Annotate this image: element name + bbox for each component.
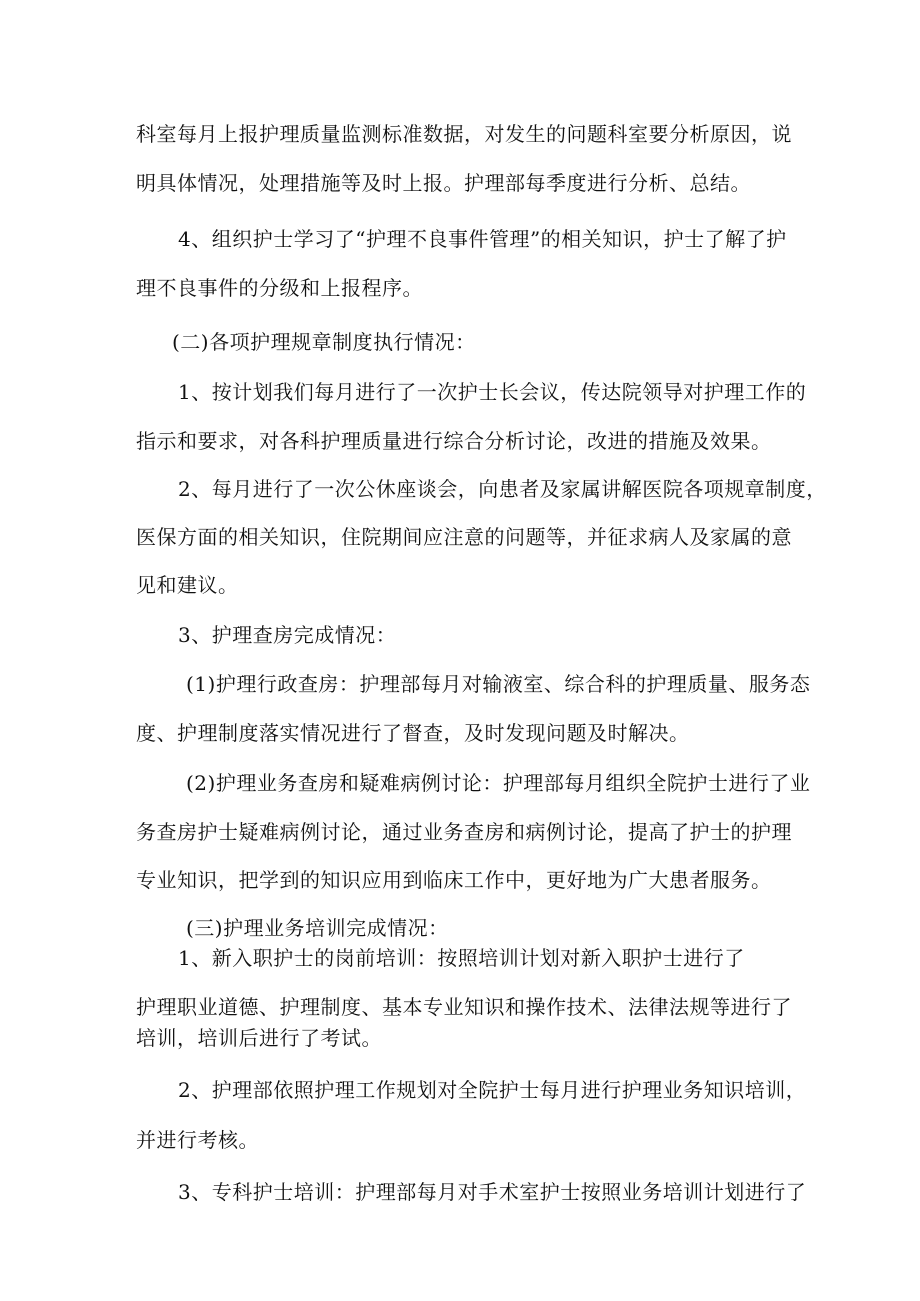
paragraph-line-17: 护理职业道德、护理制度、基本专业知识和操作技术、法律法规等进行了 [136, 995, 792, 1019]
section-heading-2: (二)各项护理规章制度执行情况： [172, 330, 476, 354]
paragraph-line-6: 指示和要求，对各科护理质量进行综合分析讨论，改进的措施及效果。 [136, 429, 772, 453]
paragraph-line-13: (2)护理业务查房和疑难病例讨论：护理部每月组织全院护士进行了业 [186, 771, 811, 795]
paragraph-line-8: 医保方面的相关知识，住院期间应注意的问题等，并征求病人及家属的意 [136, 525, 792, 549]
paragraph-line-18: 培训，培训后进行了考试。 [136, 1026, 382, 1050]
paragraph-line-3: 4、组织护士学习了“护理不良事件管理”的相关知识，护士了解了护 [178, 227, 787, 251]
paragraph-line-19: 2、护理部依照护理工作规划对全院护士每月进行护理业务知识培训， [178, 1078, 807, 1102]
paragraph-line-11: (1)护理行政查房：护理部每月对输液室、综合科的护理质量、服务态 [186, 672, 811, 696]
paragraph-line-14: 务查房护士疑难病例讨论，通过业务查房和病例讨论，提高了护士的护理 [136, 820, 792, 844]
paragraph-line-2: 明具体情况，处理措施等及时上报。护理部每季度进行分析、总结。 [136, 171, 751, 195]
paragraph-line-15: 专业知识，把学到的知识应用到临床工作中，更好地为广大患者服务。 [136, 868, 772, 892]
section-heading-3: (三)护理业务培训完成情况： [186, 916, 449, 940]
paragraph-line-10: 3、护理查房完成情况： [178, 623, 397, 647]
paragraph-line-4: 理不良事件的分级和上报程序。 [136, 276, 423, 300]
paragraph-line-21: 3、专科护士培训：护理部每月对手术室护士按照业务培训计划进行了 [178, 1180, 807, 1204]
paragraph-line-5: 1、按计划我们每月进行了一次护士长会议，传达院领导对护理工作的 [178, 380, 807, 404]
paragraph-line-20: 并进行考核。 [136, 1128, 259, 1152]
paragraph-line-9: 见和建议。 [136, 573, 239, 597]
paragraph-line-7: 2、每月进行了一次公休座谈会，向患者及家属讲解医院各项规章制度， [178, 477, 827, 501]
paragraph-line-16: 1、新入职护士的岗前培训：按照培训计划对新入职护士进行了 [178, 946, 745, 970]
paragraph-line-12: 度、护理制度落实情况进行了督查，及时发现问题及时解决。 [136, 721, 690, 745]
paragraph-line-1: 科室每月上报护理质量监测标准数据，对发生的问题科室要分析原因，说 [136, 122, 792, 146]
